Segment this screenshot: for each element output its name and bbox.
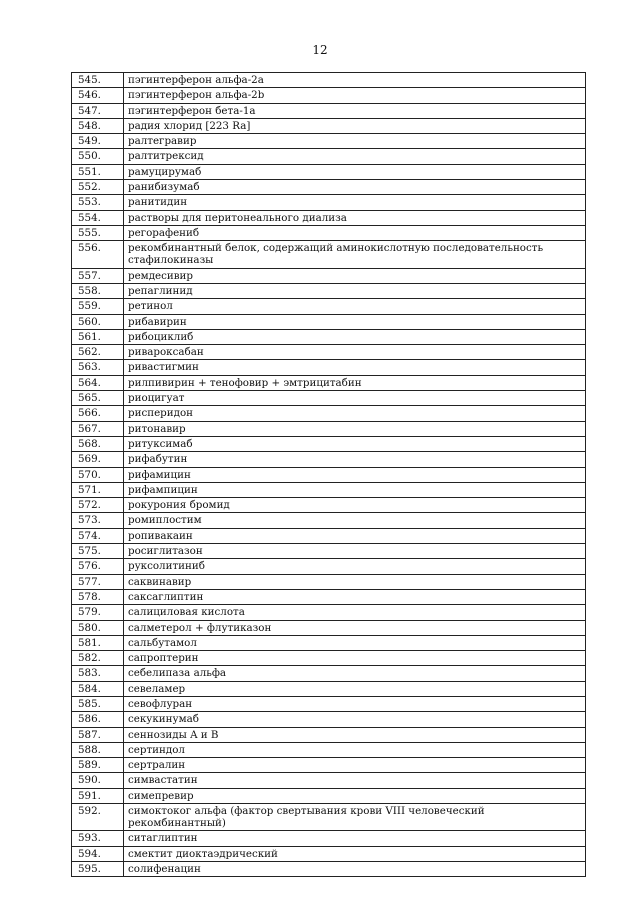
row-number: 586. xyxy=(72,712,124,727)
row-number: 552. xyxy=(72,180,124,195)
table-row xyxy=(72,681,586,696)
drug-name: ритонавир xyxy=(124,421,586,436)
row-number: 573. xyxy=(72,513,124,528)
row-number: 580. xyxy=(72,620,124,635)
table-row xyxy=(72,651,586,666)
row-number: 578. xyxy=(72,589,124,604)
row-number: 547. xyxy=(72,103,124,118)
table-row xyxy=(72,118,586,133)
drug-name: салметерол + флутиказон xyxy=(124,620,586,635)
table-row xyxy=(72,846,586,861)
table-row xyxy=(72,559,586,574)
row-number: 557. xyxy=(72,268,124,283)
drug-name: симепревир xyxy=(124,788,586,803)
table-row xyxy=(72,712,586,727)
row-number: 561. xyxy=(72,329,124,344)
drug-name: ситаглиптин xyxy=(124,831,586,846)
table-row xyxy=(72,467,586,482)
drug-name: регорафениб xyxy=(124,225,586,240)
drug-list-table xyxy=(71,72,586,877)
drug-name: ранибизумаб xyxy=(124,180,586,195)
drug-name: салициловая кислота xyxy=(124,605,586,620)
table-row xyxy=(72,758,586,773)
table-row xyxy=(72,574,586,589)
table-row xyxy=(72,195,586,210)
row-number: 569. xyxy=(72,452,124,467)
row-number: 556. xyxy=(72,241,124,268)
table-row xyxy=(72,620,586,635)
table-row xyxy=(72,345,586,360)
row-number: 567. xyxy=(72,421,124,436)
drug-name: сертиндол xyxy=(124,742,586,757)
table-row xyxy=(72,513,586,528)
drug-name: пэгинтерферон альфа-2а xyxy=(124,73,586,88)
drug-name: растворы для перитонеального диализа xyxy=(124,210,586,225)
drug-name: ралтегравир xyxy=(124,134,586,149)
drug-name: севофлуран xyxy=(124,696,586,711)
drug-name: симвастатин xyxy=(124,773,586,788)
drug-name: росиглитазон xyxy=(124,544,586,559)
drug-name: рибоциклиб xyxy=(124,329,586,344)
drug-name: сальбутамол xyxy=(124,635,586,650)
drug-name: ривастигмин xyxy=(124,360,586,375)
table-row xyxy=(72,804,586,831)
table-row xyxy=(72,268,586,283)
row-number: 592. xyxy=(72,804,124,831)
table-row xyxy=(72,149,586,164)
row-number: 551. xyxy=(72,164,124,179)
row-number: 565. xyxy=(72,391,124,406)
table-row xyxy=(72,544,586,559)
row-number: 581. xyxy=(72,635,124,650)
drug-name: сертралин xyxy=(124,758,586,773)
drug-name: рамуцирумаб xyxy=(124,164,586,179)
drug-name: рифампицин xyxy=(124,482,586,497)
table-row xyxy=(72,210,586,225)
drug-name: репаглинид xyxy=(124,283,586,298)
row-number: 562. xyxy=(72,345,124,360)
row-number: 577. xyxy=(72,574,124,589)
table-row xyxy=(72,436,586,451)
row-number: 571. xyxy=(72,482,124,497)
table-row xyxy=(72,421,586,436)
drug-name: ропивакаин xyxy=(124,528,586,543)
row-number: 590. xyxy=(72,773,124,788)
table-row xyxy=(72,482,586,497)
drug-name: сапроптерин xyxy=(124,651,586,666)
table-row xyxy=(72,666,586,681)
drug-name: руксолитиниб xyxy=(124,559,586,574)
table-row xyxy=(72,589,586,604)
table-row xyxy=(72,134,586,149)
drug-name: себелипаза альфа xyxy=(124,666,586,681)
row-number: 585. xyxy=(72,696,124,711)
drug-name: севеламер xyxy=(124,681,586,696)
table-row xyxy=(72,696,586,711)
row-number: 566. xyxy=(72,406,124,421)
table-row xyxy=(72,788,586,803)
drug-name: ривароксабан xyxy=(124,345,586,360)
drug-name: секукинумаб xyxy=(124,712,586,727)
row-number: 579. xyxy=(72,605,124,620)
table-row xyxy=(72,452,586,467)
table-row xyxy=(72,406,586,421)
drug-list-body xyxy=(72,73,586,877)
drug-name: рибавирин xyxy=(124,314,586,329)
drug-name: ретинол xyxy=(124,299,586,314)
row-number: 576. xyxy=(72,559,124,574)
row-number: 575. xyxy=(72,544,124,559)
drug-name: рифабутин xyxy=(124,452,586,467)
drug-name: рифамицин xyxy=(124,467,586,482)
row-number: 545. xyxy=(72,73,124,88)
table-row xyxy=(72,225,586,240)
drug-name: ромиплостим xyxy=(124,513,586,528)
table-row xyxy=(72,329,586,344)
row-number: 570. xyxy=(72,467,124,482)
table-row xyxy=(72,73,586,88)
drug-name: смектит диоктаэдрический xyxy=(124,846,586,861)
page-number: 12 xyxy=(312,43,328,57)
row-number: 549. xyxy=(72,134,124,149)
drug-name: ритуксимаб xyxy=(124,436,586,451)
table-row xyxy=(72,391,586,406)
table-row xyxy=(72,498,586,513)
table-row xyxy=(72,283,586,298)
row-number: 554. xyxy=(72,210,124,225)
row-number: 550. xyxy=(72,149,124,164)
table-row xyxy=(72,727,586,742)
drug-name: саксаглиптин xyxy=(124,589,586,604)
table-row xyxy=(72,241,586,268)
row-number: 564. xyxy=(72,375,124,390)
table-row xyxy=(72,528,586,543)
drug-name: рокурония бромид xyxy=(124,498,586,513)
row-number: 587. xyxy=(72,727,124,742)
row-number: 548. xyxy=(72,118,124,133)
row-number: 563. xyxy=(72,360,124,375)
drug-name: рекомбинантный белок, содержащий аминокислотную последовательность стафилокиназы xyxy=(124,241,586,268)
table-row xyxy=(72,164,586,179)
table-row xyxy=(72,862,586,877)
row-number: 588. xyxy=(72,742,124,757)
drug-name: пэгинтерферон бета-1а xyxy=(124,103,586,118)
row-number: 560. xyxy=(72,314,124,329)
table-row xyxy=(72,742,586,757)
table-row xyxy=(72,103,586,118)
row-number: 553. xyxy=(72,195,124,210)
row-number: 572. xyxy=(72,498,124,513)
row-number: 582. xyxy=(72,651,124,666)
table-row xyxy=(72,773,586,788)
row-number: 584. xyxy=(72,681,124,696)
drug-name: ремдесивир xyxy=(124,268,586,283)
row-number: 555. xyxy=(72,225,124,240)
table-row xyxy=(72,314,586,329)
row-number: 559. xyxy=(72,299,124,314)
table-row xyxy=(72,360,586,375)
row-number: 589. xyxy=(72,758,124,773)
table-row xyxy=(72,180,586,195)
drug-name: рисперидон xyxy=(124,406,586,421)
table-row xyxy=(72,635,586,650)
drug-name: рилпивирин + тенофовир + эмтрицитабин xyxy=(124,375,586,390)
row-number: 591. xyxy=(72,788,124,803)
row-number: 595. xyxy=(72,862,124,877)
row-number: 583. xyxy=(72,666,124,681)
drug-name: риоцигуат xyxy=(124,391,586,406)
table-row xyxy=(72,299,586,314)
table-row xyxy=(72,605,586,620)
table-row xyxy=(72,831,586,846)
drug-name: радия хлорид [223 Ra] xyxy=(124,118,586,133)
drug-name: ралтитрексид xyxy=(124,149,586,164)
drug-name: сеннозиды A и B xyxy=(124,727,586,742)
row-number: 594. xyxy=(72,846,124,861)
row-number: 568. xyxy=(72,436,124,451)
table-row xyxy=(72,88,586,103)
drug-name: солифенацин xyxy=(124,862,586,877)
table-row xyxy=(72,375,586,390)
drug-name: симоктоког альфа (фактор свертывания крови VIII человеческий рекомбинантный) xyxy=(124,804,586,831)
drug-name: саквинавир xyxy=(124,574,586,589)
row-number: 546. xyxy=(72,88,124,103)
row-number: 558. xyxy=(72,283,124,298)
drug-name: ранитидин xyxy=(124,195,586,210)
drug-name: пэгинтерферон альфа-2b xyxy=(124,88,586,103)
row-number: 593. xyxy=(72,831,124,846)
row-number: 574. xyxy=(72,528,124,543)
